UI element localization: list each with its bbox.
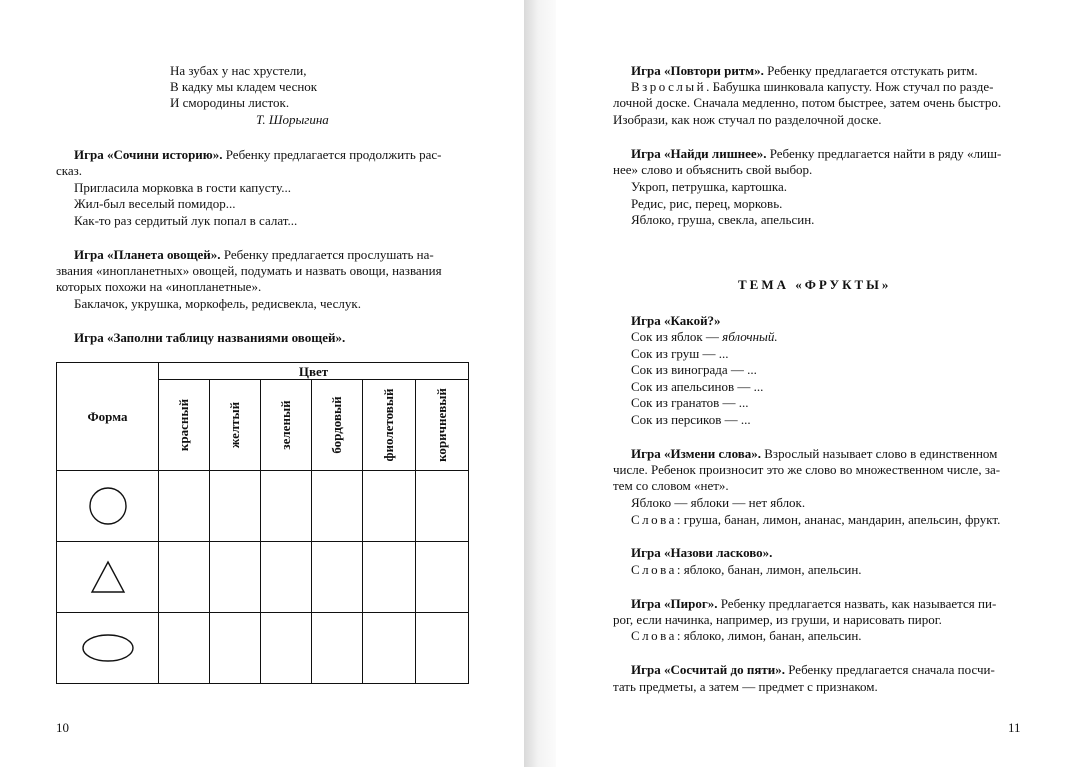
theme-heading: ТЕМА «ФРУКТЫ» [738, 277, 892, 292]
table-cell[interactable] [261, 471, 312, 542]
game-title: Игра «Найди лишнее». [631, 146, 767, 161]
game-izmeni-line: числе. Ребенок произносит это же слово во множественном числе, за- [613, 462, 1001, 477]
game-title: Игра «Пирог». [631, 596, 718, 611]
game-lishnee-line: Игра «Найди лишнее». Ребенку предлагается найти в ряду «лиш- [631, 146, 1002, 161]
game-sochini-line: Игра «Сочини историю». Ребенку предлагается продолжить рас- [74, 147, 442, 162]
table-cell[interactable] [363, 542, 416, 613]
game-pirog-line: рог, если начинка, например, из груши, и нарисовать пирог. [613, 612, 942, 627]
table-cell[interactable] [312, 471, 363, 542]
table-cell[interactable] [159, 542, 210, 613]
game-izmeni-line: Игра «Измени слова». Взрослый называет слово в единственном [631, 446, 998, 461]
game-laskovo-title: Игра «Назови ласково». [631, 545, 773, 560]
ellipse-icon [81, 633, 135, 663]
story-prompt: Жил-был веселый помидор... [74, 196, 236, 211]
color-column-header: желтый [210, 380, 261, 471]
table-cell[interactable] [210, 471, 261, 542]
word-row: Редис, рис, перец, морковь. [631, 196, 783, 211]
game-ritm-line: лочной доске. Сначала медленно, потом быстрее, затем очень быстро. [613, 95, 1002, 110]
table-cell[interactable] [416, 613, 469, 684]
juice-item: Сок из персиков — ... [631, 412, 751, 427]
story-prompt: Пригласила морковка в гости капусту... [74, 180, 291, 195]
poem-line: И смородины листок. [170, 95, 290, 110]
poem-line: В кадку мы кладем чеснок [170, 79, 318, 94]
words-line: Слова: яблоко, лимон, банан, апельсин. [631, 628, 862, 643]
game-title: Игра «Планета овощей». [74, 247, 221, 262]
table-cell[interactable] [159, 471, 210, 542]
table-cell[interactable] [416, 471, 469, 542]
vegetable-table [56, 362, 469, 684]
color-column-header: красный [159, 380, 210, 471]
color-column-header: коричневый [416, 380, 469, 471]
alien-vegetables: Баклачок, укрушка, моркофель, редисвекла, чеслук. [74, 296, 361, 311]
color-header: Цвет [159, 363, 469, 380]
form-header: Форма [57, 363, 159, 471]
game-title: Игра «Повтори ритм». [631, 63, 764, 78]
game-planeta-line: которых похожи на «инопланетные». [56, 279, 262, 294]
game-table-title: Игра «Заполни таблицу названиями овощей». [74, 330, 346, 345]
poem-author: Т. Шорыгина [256, 112, 329, 127]
game-ritm-line: Изобрази, как нож стучал по разделочной доске. [613, 112, 882, 127]
left-page [0, 0, 524, 767]
color-column-header: зеленый [261, 380, 312, 471]
game-planeta-line: Игра «Планета овощей». Ребенку предлагается прослушать на- [74, 247, 434, 262]
shape-cell [57, 613, 159, 684]
words-line: Слова: яблоко, банан, лимон, апельсин. [631, 562, 862, 577]
juice-item: Сок из гранатов — ... [631, 395, 749, 410]
game-sosschitay-line: Игра «Сосчитай до пяти». Ребенку предлагается сначала посчи- [631, 662, 995, 677]
juice-item: Сок из винограда — ... [631, 362, 757, 377]
table-cell[interactable] [159, 613, 210, 684]
book-gutter [524, 0, 556, 767]
game-izmeni-example: Яблоко — яблоки — нет яблок. [631, 495, 806, 510]
table-cell[interactable] [261, 542, 312, 613]
table-cell[interactable] [416, 542, 469, 613]
game-sosschitay-line: тать предметы, а затем — предмет с признаком. [613, 679, 878, 694]
word-row: Яблоко, груша, свекла, апельсин. [631, 212, 815, 227]
game-title: Игра «Сочини историю». [74, 147, 223, 162]
game-planeta-line: звания «инопланетных» овощей, подумать и назвать овощи, названия [56, 263, 442, 278]
page-number: 10 [56, 720, 69, 735]
table-cell[interactable] [312, 613, 363, 684]
word-row: Укроп, петрушка, картошка. [631, 179, 788, 194]
table-cell[interactable] [363, 471, 416, 542]
game-ritm-line: Игра «Повтори ритм». Ребенку предлагается отстукать ритм. [631, 63, 978, 78]
shape-cell [57, 471, 159, 542]
table-row [57, 613, 469, 684]
game-izmeni-line: тем со словом «нет». [613, 478, 729, 493]
juice-item: Сок из яблок — яблочный. [631, 329, 778, 344]
poem-line: На зубах у нас хрустели, [170, 63, 307, 78]
page-number: 11 [1008, 720, 1021, 735]
table-row [57, 471, 469, 542]
story-prompt: Как-то раз сердитый лук попал в салат... [74, 213, 298, 228]
game-sochini-line: сказ. [56, 163, 83, 178]
juice-item: Сок из апельсинов — ... [631, 379, 764, 394]
game-kakoy-title: Игра «Какой?» [631, 313, 721, 328]
right-page [556, 0, 1078, 767]
words-line: Слова: груша, банан, лимон, ананас, мандарин, апельсин, фрукт. [631, 512, 1001, 527]
table-cell[interactable] [363, 613, 416, 684]
game-title: Игра «Измени слова». [631, 446, 762, 461]
table-cell[interactable] [210, 613, 261, 684]
color-column-header: фиолетовый [363, 380, 416, 471]
game-lishnee-line: нее» слово и объяснить свой выбор. [613, 162, 813, 177]
table-cell[interactable] [261, 613, 312, 684]
game-ritm-line: Взрослый. Бабушка шинковала капусту. Нож стучал по разде- [631, 79, 994, 94]
game-pirog-line: Игра «Пирог». Ребенку предлагается назвать, как называется пи- [631, 596, 997, 611]
table-row [57, 542, 469, 613]
circle-icon [88, 486, 128, 526]
triangle-icon [90, 560, 126, 594]
game-title: Игра «Сосчитай до пяти». [631, 662, 785, 677]
table-cell[interactable] [210, 542, 261, 613]
juice-item: Сок из груш — ... [631, 346, 729, 361]
table-cell[interactable] [312, 542, 363, 613]
color-column-header: бордовый [312, 380, 363, 471]
shape-cell [57, 542, 159, 613]
